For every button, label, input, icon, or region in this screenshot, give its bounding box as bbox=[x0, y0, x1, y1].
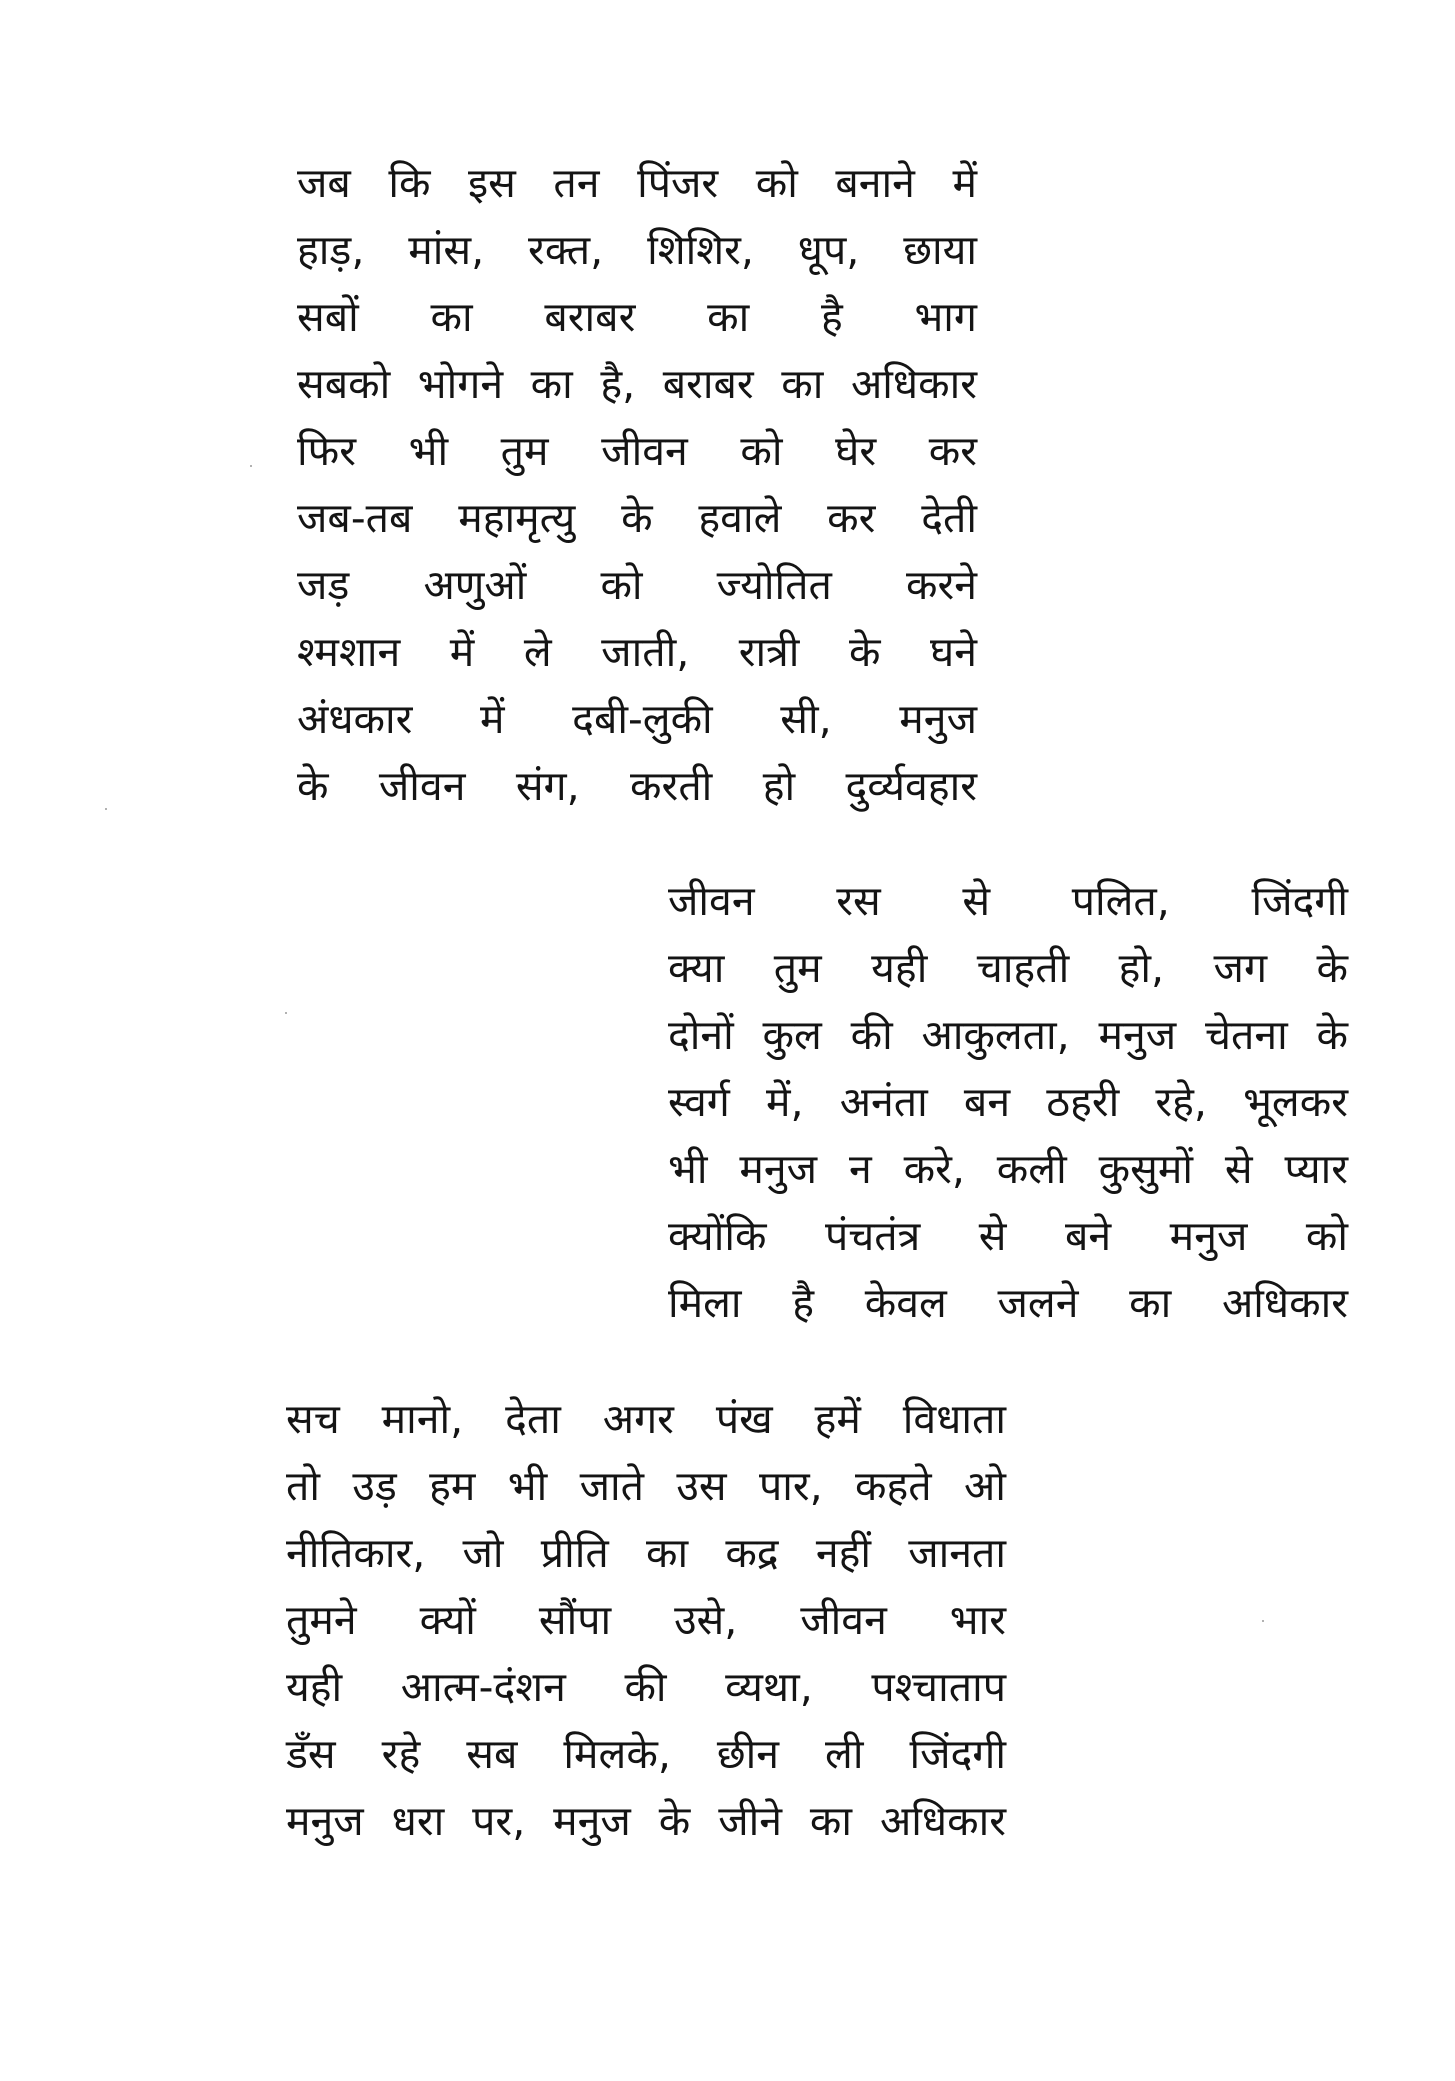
scan-speck bbox=[1262, 1620, 1264, 1622]
scan-speck bbox=[285, 1012, 287, 1014]
poem-line: डँस रहे सब मिलके, छीन ली जिंदगी bbox=[286, 1730, 1006, 1778]
poem-line: मिला है केवल जलने का अधिकार bbox=[668, 1279, 1348, 1327]
poem-line: दोनों कुल की आकुलता, मनुज चेतना के bbox=[668, 1011, 1348, 1059]
poem-line: श्मशान में ले जाती, रात्री के घने bbox=[297, 628, 977, 676]
poem-line: स्वर्ग में, अनंता बन ठहरी रहे, भूलकर bbox=[668, 1078, 1348, 1126]
poem-line: सच मानो, देता अगर पंख हमें विधाता bbox=[286, 1395, 1006, 1443]
poem-line: भी मनुज न करे, कली कुसुमों से प्यार bbox=[668, 1145, 1348, 1193]
poem-line: जब-तब महामृत्यु के हवाले कर देती bbox=[297, 494, 977, 542]
poem-line: फिर भी तुम जीवन को घेर कर bbox=[297, 427, 977, 475]
poem-line: जीवन रस से पलित, जिंदगी bbox=[668, 877, 1348, 925]
poem-line: क्या तुम यही चाहती हो, जग के bbox=[668, 944, 1348, 992]
poem-line: जब कि इस तन पिंजर को बनाने में bbox=[297, 159, 977, 207]
scan-speck bbox=[105, 808, 107, 810]
stanza-3 bbox=[286, 1386, 1006, 1855]
poem-line: हाड़, मांस, रक्त, शिशिर, धूप, छाया bbox=[297, 226, 977, 274]
scan-speck bbox=[250, 465, 252, 467]
poem-line: क्योंकि पंचतंत्र से बने मनुज को bbox=[668, 1212, 1348, 1260]
stanza-1 bbox=[297, 150, 977, 820]
poem-line: जड़ अणुओं को ज्योतित करने bbox=[297, 561, 977, 609]
stanza-2 bbox=[668, 868, 1348, 1337]
poem-line: तुमने क्यों सौंपा उसे, जीवन भार bbox=[286, 1596, 1006, 1644]
poem-line: सबों का बराबर का है भाग bbox=[297, 293, 977, 341]
poem-line: तो उड़ हम भी जाते उस पार, कहते ओ bbox=[286, 1462, 1006, 1510]
poem-line: मनुज धरा पर, मनुज के जीने का अधिकार bbox=[286, 1797, 1006, 1845]
poem-line: सबको भोगने का है, बराबर का अधिकार bbox=[297, 360, 977, 408]
poem-line: के जीवन संग, करती हो दुर्व्यवहार bbox=[297, 762, 977, 810]
poem-line: यही आत्म-दंशन की व्यथा, पश्चाताप bbox=[286, 1663, 1006, 1711]
poem-line: नीतिकार, जो प्रीति का कद्र नहीं जानता bbox=[286, 1529, 1006, 1577]
poem-line: अंधकार में दबी-लुकी सी, मनुज bbox=[297, 695, 977, 743]
